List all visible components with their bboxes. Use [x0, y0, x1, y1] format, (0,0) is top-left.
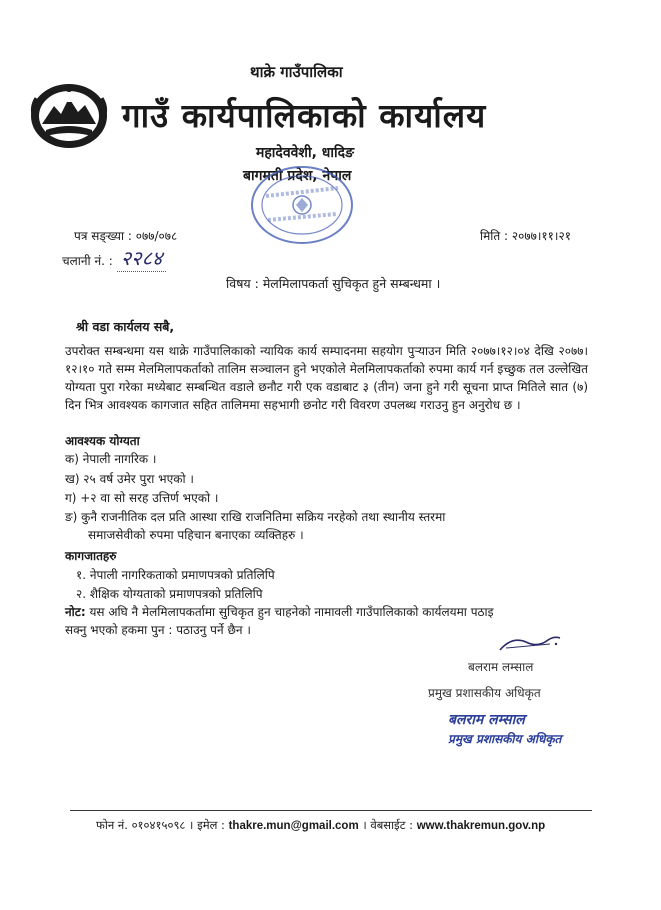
- qualification-item: क) नेपाली नागरिक ।: [65, 452, 157, 466]
- signatory-name: बलराम लम्साल: [468, 660, 534, 674]
- letter-date: [480, 227, 571, 244]
- phone-label: फोन नं.: [96, 818, 128, 832]
- qualification-item: ग) +२ वा सो सरह उत्तिर्ण भएको ।: [65, 491, 219, 505]
- website-link[interactable]: www.thakremun.gov.np: [416, 820, 546, 832]
- qualification-item-continued: समाजसेवीको रुपमा पहिचान बनाएका व्यक्तिहरु ।: [88, 528, 304, 542]
- municipality-name: थाक्रे गाउँपालिका: [250, 63, 343, 81]
- email-link[interactable]: thakre.mun@gmail.com: [228, 820, 359, 832]
- signatory-title: प्रमुख प्रशासकीय अधिकृत: [428, 686, 541, 700]
- qualifications-heading: आवश्यक योग्यता: [65, 434, 140, 448]
- note-line-1: [65, 603, 593, 621]
- date-value: २०७७।११।२१: [511, 229, 571, 243]
- date-label: मिति :: [480, 229, 509, 243]
- qualification-item: ख) २५ वर्ष उमेर पुरा भएको ।: [65, 472, 194, 486]
- document-item: २. शैक्षिक योग्यताको प्रमाणपत्रको प्रतिलिपि: [76, 587, 263, 601]
- chalani-value: २२८४: [117, 244, 167, 272]
- ref-label: पत्र सङ्ख्या :: [74, 229, 132, 243]
- qualification-item: ङ) कुनै राजनीतिक दल प्रति आस्था राखि राजनितिमा सक्रिय नरहेको तथा स्थानीय स्तरमा: [65, 510, 446, 524]
- phone-number: ०१०४१५०९८: [131, 818, 186, 832]
- documents-heading: कागजातहरु: [65, 549, 117, 563]
- ref-value: ०७७/०७८: [135, 229, 178, 243]
- chalani-label: चलानी नं. :: [62, 254, 113, 268]
- footer-divider: [70, 810, 592, 811]
- dispatch-number: [62, 244, 166, 272]
- email-label: इमेल :: [197, 818, 225, 832]
- body-paragraph: उपरोक्त सम्बन्धमा यस थाक्रे गाउँपालिकाको न्यायिक कार्य सम्पादनमा सहयोग पुऱ्याउन मिति २०७७।१२।०४ देखि २०७७।१२।१० गते सम्म मेलमिलापकर्ताको तालिम सञ्चालन हुने भएकोले मेलमिलापकर्ताको रुपमा कार्य गर्न इच्छुक तल उल्लेखित योग्यता पुरा गरेका मध्येबाट सम्बन्धित वडाले छनौट गरी एक वडाबाट ३ (तीन) जना हुने गरी सूचना प्राप्त मितिले सात (७) दिन भित्र आवश्यक कागजात सहित तालिममा सहभागी छनोट गरी विवरण उपलब्ध गराउनु हुन अनुरोध छ ।: [65, 344, 588, 412]
- note-text: यस अघि नै मेलमिलापकर्तामा सुचिकृत हुन चाहनेको नामावली गाउँपालिकाको कार्यलयमा पठाइ: [89, 605, 494, 619]
- handwritten-signature-icon: [498, 632, 564, 654]
- note-line-2: सक्नु भएको हकमा पुन : पठाउनु पर्ने छैन ।: [65, 623, 251, 637]
- address-line-1: महादेववेशी, धादिङ: [256, 145, 354, 161]
- nepal-emblem-icon: [28, 78, 110, 150]
- subject-line: विषय : मेलमिलापकर्ता सुचिकृत हुने सम्बन्धमा ।: [226, 276, 441, 291]
- address-line-2: बागमती प्रदेश, नेपाल: [243, 168, 352, 184]
- website-label: वेबसाईट :: [370, 818, 414, 832]
- addressee: श्री वडा कार्यलय सबै,: [76, 319, 175, 334]
- round-office-stamp-icon: [246, 162, 358, 248]
- reference-number: [74, 227, 177, 244]
- signature-stamp-title: प्रमुख प्रशासकीय अधिकृत: [448, 732, 562, 746]
- document-item: १. नेपाली नागरिकताको प्रमाणपत्रको प्रतिलिपि: [76, 568, 275, 582]
- footer-contact: फोन नं. ०१०४१५०९८ । इमेल : thakre.mun@gmail.com । वेबसाईट : www.thakremun.gov.np: [96, 818, 546, 832]
- office-title: गाउँ कार्यपालिकाको कार्यालय: [122, 96, 487, 135]
- note-label: नोट:: [65, 605, 86, 619]
- signature-stamp-name: बलराम लम्साल: [448, 712, 525, 728]
